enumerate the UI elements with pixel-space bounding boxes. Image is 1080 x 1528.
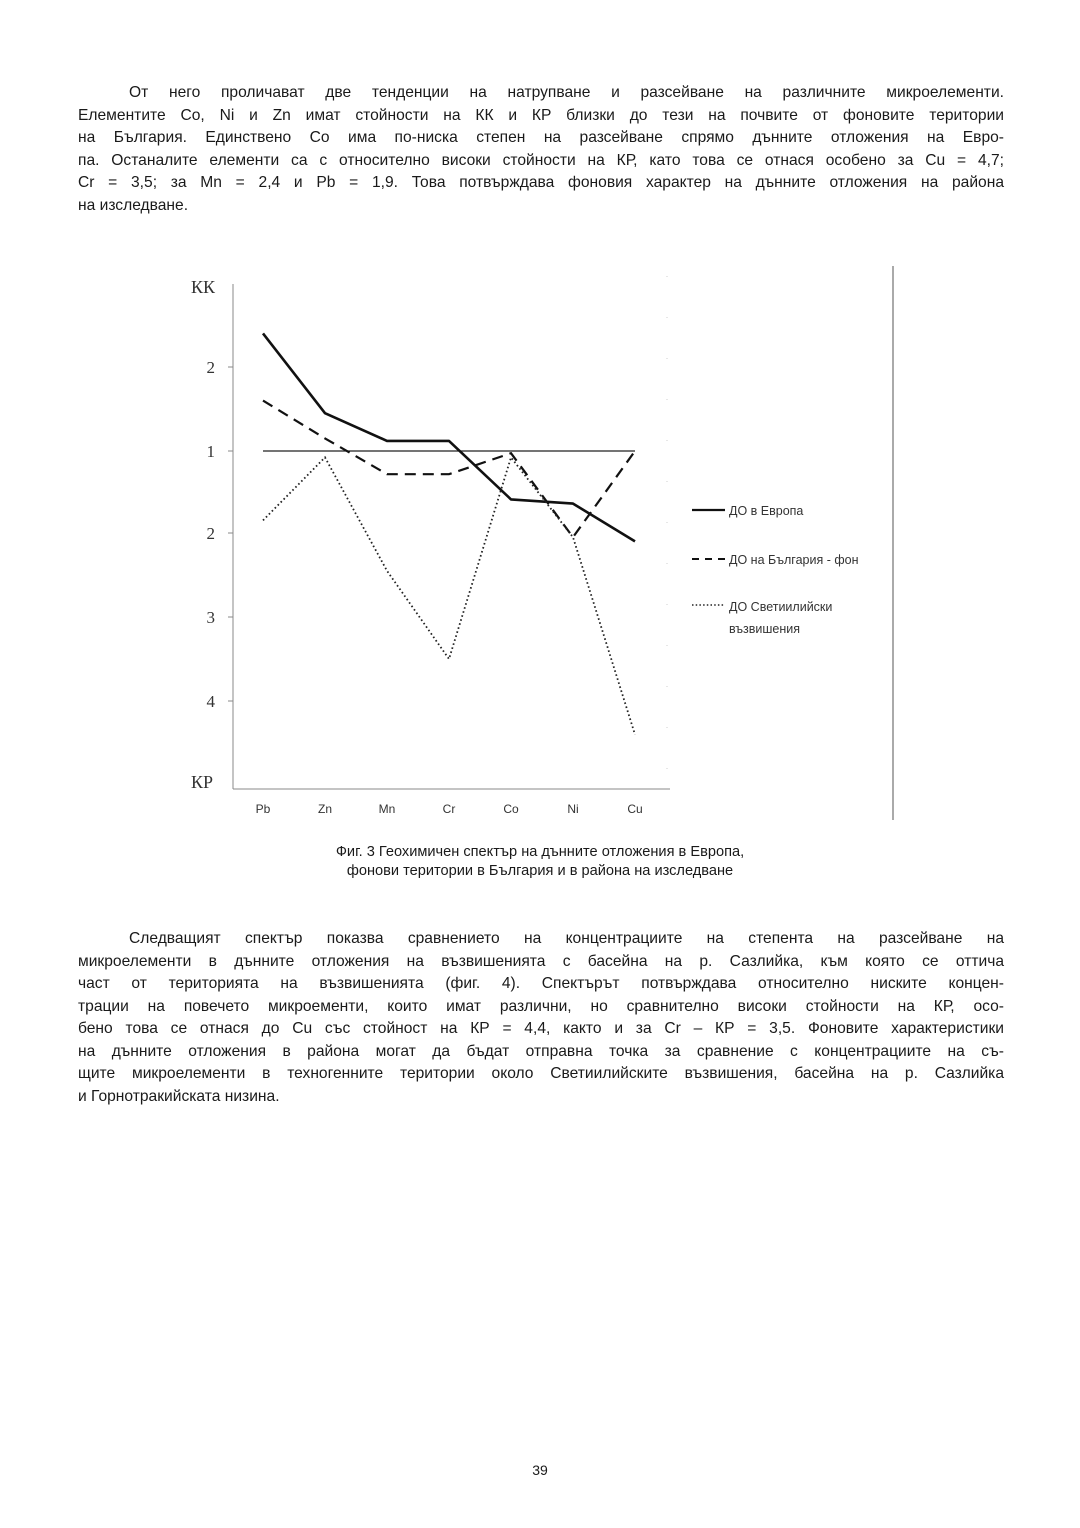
series-line-do-europe: [263, 333, 635, 541]
x-tick-label: Cu: [627, 802, 643, 816]
y-tick-label: 2: [206, 524, 215, 543]
series-line-do-bulgaria-fon: [263, 401, 635, 538]
paragraph-1-line: Cr = 3,5; за Mn = 2,4 и Pb = 1,9. Това потвърждава фоновия характер на дънните отложения на района: [78, 174, 1004, 191]
y-tick-label: 3: [206, 608, 215, 627]
series-line-do-svetiiliyski: [263, 457, 635, 734]
paragraph-2-line: микроелементи в дънните отложения на възвишенията с басейна на р. Сазлийка, към която се оттича: [78, 952, 1004, 970]
x-tick-label: Cr: [442, 802, 456, 816]
paragraph-2-line: на дънните отложения в района могат да бъдат отправна точка за сравнение с концентрациите на съ-: [78, 1042, 1004, 1060]
paragraph-1-line: на България. Единствено Co има по-ниска степен на разсейване спрямо дънните отложения на Евро-: [78, 129, 1004, 146]
paragraph-1-line: От него проличават две тенденции на натрупване и разсейване на различните микроелементи.: [129, 84, 1004, 101]
x-tick-label: Zn: [317, 802, 333, 816]
y-axis-bottom-label: КР: [191, 772, 214, 792]
x-tick-label: Ni: [567, 802, 579, 816]
paragraph-1-line: Елементите Co, Ni и Zn имат стойности на КК и КР близки до тези на почвите от фоновите територии: [78, 106, 1004, 124]
legend-label: ДО Светиилийски: [729, 600, 833, 614]
y-ticks: [207, 358, 234, 711]
figure-geochemical-spectrum: [190, 266, 910, 826]
legend: [692, 504, 859, 636]
paragraph-1-line: на изследване.: [78, 196, 189, 214]
paragraph-2-line: част от територията на възвишенията (фиг. 4). Спектърът потвърждава относително ниските концен-: [78, 975, 1004, 992]
paragraph-1-line: па. Останалите елементи са с относително високи стойности на КР, като това се отнася особено за Cu = 4,7;: [78, 151, 1004, 169]
paragraph-1: [78, 82, 1004, 217]
x-tick-label: Pb: [255, 802, 271, 816]
legend-label: възвишения: [729, 622, 801, 636]
line-chart: [190, 266, 910, 826]
paragraph-2-line: Следващият спектър показва сравнението на концентрациите на степента на разсейване на: [129, 930, 1004, 947]
x-tick-labels: [256, 802, 643, 816]
y-axis-top-label: КК: [191, 277, 216, 297]
paragraph-2: [78, 928, 1004, 1108]
figure-caption-line: Фиг. 3 Геохимичен спектър на дънните отложения в Европа,: [335, 844, 745, 860]
paragraph-2-line: щите микроелементи в техногенните територии около Светиилийските възвишения, басейна на р. Сазлийка: [78, 1065, 1004, 1082]
page-number: 39: [532, 1462, 548, 1478]
paragraph-2-line: трации на повечето микроементи, които имат различни, но сравнително високи стойности на КР, осо-: [78, 997, 1004, 1015]
y-tick-label: 2: [206, 358, 215, 377]
paragraph-2-line: и Горнотракийската низина.: [78, 1087, 280, 1105]
x-tick-label: Mn: [378, 802, 396, 816]
legend-label: ДО в Европа: [729, 504, 804, 518]
figure-caption: [0, 843, 1080, 881]
legend-label: ДО на България - фон: [729, 553, 859, 567]
figure-caption-line: фонови територии в България и в района на изследване: [346, 863, 734, 879]
y-tick-label: 4: [206, 692, 215, 711]
x-tick-label: Co: [503, 802, 519, 816]
y-tick-label: 1: [206, 442, 215, 461]
paragraph-2-line: бено това се отнася до Cu със стойност на КР = 4,4, както и за Cr – КР = 3,5. Фоновите характеристики: [78, 1020, 1004, 1037]
